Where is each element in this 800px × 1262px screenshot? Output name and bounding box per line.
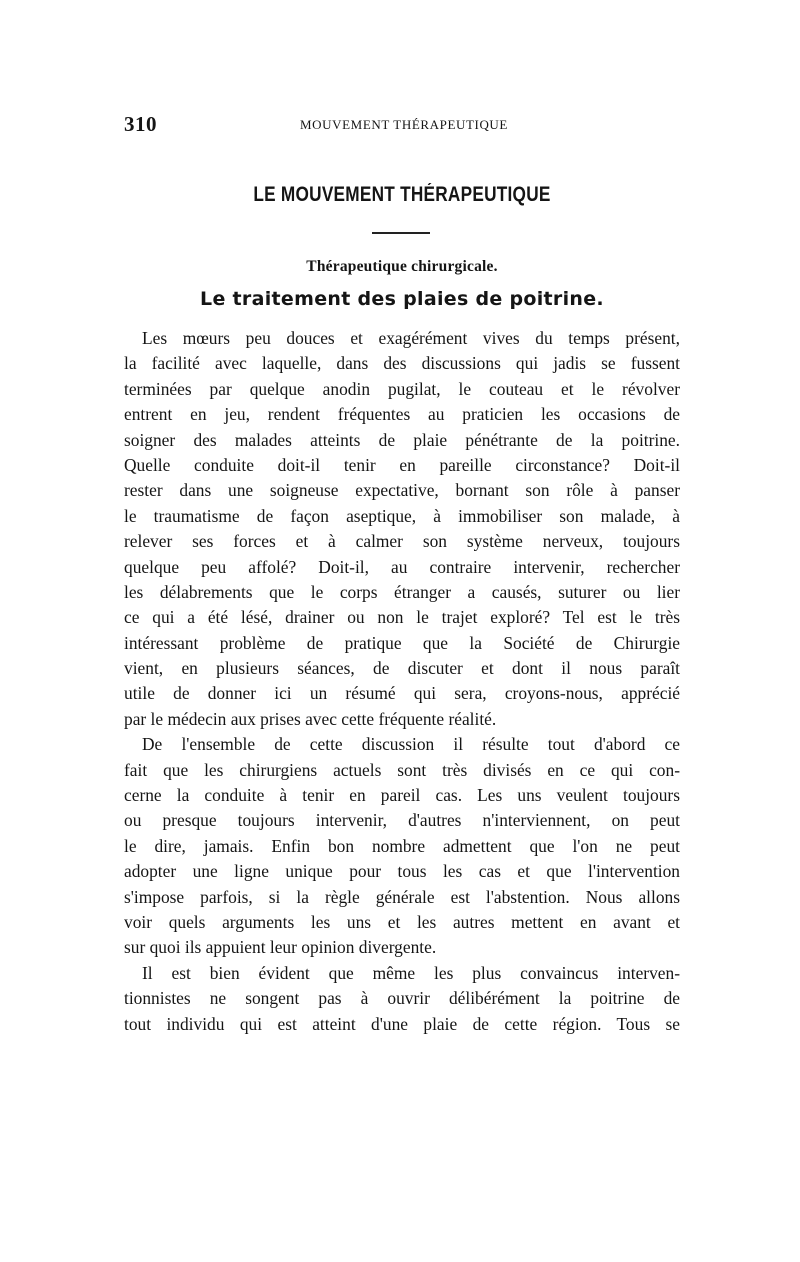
text-line: relever ses forces et à calmer son système nerveux, toujours (124, 531, 680, 552)
text-line: quelque peu affolé? Doit-il, au contraire intervenir, rechercher (124, 556, 680, 577)
body-text (124, 326, 680, 1037)
text-line: Quelle conduite doit-il tenir en pareille circonstance? Doit-il (124, 454, 680, 475)
paragraph-3 (124, 961, 680, 1037)
section-title: LE MOUVEMENT THÉRAPEUTIQUE (253, 183, 551, 206)
text-line: la facilité avec laquelle, dans des discussions qui jadis se fussent (124, 353, 680, 374)
text-line: par le médecin aux prises avec cette fréquente réalité. (124, 708, 497, 729)
text-line: terminées par quelque anodin pugilat, le couteau et le révolver (124, 378, 680, 399)
text-line: cerne la conduite à tenir en pareil cas. Les uns veulent toujours (124, 785, 680, 806)
running-title: MOUVEMENT THÉRAPEUTIQUE (300, 117, 508, 132)
text-line: rester dans une soigneuse expectative, bornant son rôle à panser (124, 480, 680, 501)
text-line: Il est bien évident que même les plus convaincus interven- (142, 962, 680, 983)
text-line: De l'ensemble de cette discussion il résulte tout d'abord ce (142, 734, 680, 755)
text-line: fait que les chirurgiens actuels sont très divisés en ce qui con- (124, 759, 680, 780)
text-line: sur quoi ils appuient leur opinion divergente. (124, 937, 437, 958)
text-line: intéressant problème de pratique que la Société de Chirurgie (124, 632, 680, 653)
text-line: soigner des malades atteints de plaie pénétrante de la poitrine. (124, 429, 680, 450)
text-line: ou presque toujours intervenir, d'autres n'interviennent, on peut (124, 810, 680, 831)
running-head (124, 112, 680, 140)
paragraph-2 (124, 732, 680, 961)
text-line: adopter une ligne unique pour tous les cas et que l'intervention (124, 861, 680, 882)
text-line: Les mœurs peu douces et exagérément vives du temps présent, (142, 328, 680, 348)
text-line: tionnistes ne songent pas à ouvrir délibérément la poitrine de (124, 988, 680, 1009)
paragraph-1 (124, 326, 680, 732)
text-line: voir quels arguments les uns et les autres mettent en avant et (124, 911, 680, 932)
text-line: tout individu qui est atteint d'une plaie de cette région. Tous se (124, 1013, 680, 1034)
page-number: 310 (124, 112, 157, 136)
text-line: ce qui a été lésé, drainer ou non le trajet exploré? Tel est le très (124, 607, 680, 628)
subsection-title: Thérapeutique chirurgicale. (306, 258, 498, 275)
text-line: utile de donner ici un résumé qui sera, croyons-nous, apprécié (124, 683, 680, 704)
article-title: Le traitement des plaies de poitrine. (200, 288, 604, 310)
text-line: vient, en plusieurs séances, de discuter et dont il nous paraît (124, 658, 680, 679)
text-line: le traumatisme de façon aseptique, à immobiliser son malade, à (124, 505, 680, 526)
text-line: s'impose parfois, si la règle générale est l'abstention. Nous allons (124, 886, 680, 907)
title-divider (372, 232, 430, 234)
text-line: le dire, jamais. Enfin bon nombre admettent que l'on ne peut (124, 835, 680, 856)
text-line: les délabrements que le corps étranger a causés, suturer ou lier (124, 581, 680, 602)
text-line: entrent en jeu, rendent fréquentes au praticien les occasions de (124, 404, 680, 425)
